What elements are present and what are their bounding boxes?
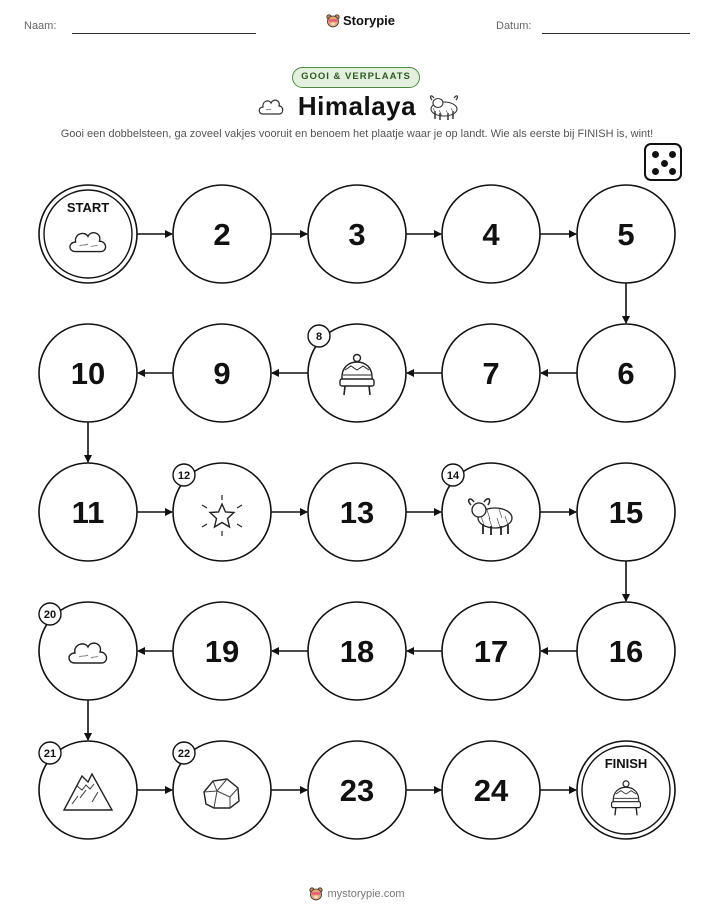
board-space xyxy=(173,185,271,283)
space-number: 22 xyxy=(177,748,191,760)
space-number: 24 xyxy=(473,773,509,808)
space-number-badge xyxy=(173,742,195,764)
name-label: Naam: xyxy=(24,20,57,32)
space-number: 2 xyxy=(213,217,231,252)
space-number: 16 xyxy=(608,634,644,669)
board-space xyxy=(308,602,406,700)
board-space xyxy=(577,324,675,422)
space-number: 18 xyxy=(339,634,375,669)
space-number: 20 xyxy=(43,609,57,621)
space-number: 19 xyxy=(204,634,240,669)
space-number-badge xyxy=(442,464,464,486)
space-number: 11 xyxy=(71,495,105,530)
space-number: 4 xyxy=(482,217,500,252)
space-number: 9 xyxy=(213,356,231,391)
game-type-badge: GOOI & VERPLAATS xyxy=(292,67,420,88)
start-label: START xyxy=(66,200,110,215)
space-number: 23 xyxy=(339,773,375,808)
space-number: 21 xyxy=(43,748,57,760)
board-space xyxy=(173,741,271,839)
footer xyxy=(0,887,714,901)
board-space xyxy=(39,741,137,839)
space-number-badge xyxy=(39,742,61,764)
board-space xyxy=(308,185,406,283)
space-number: 17 xyxy=(473,634,509,669)
board-space xyxy=(577,602,675,700)
space-number-badge xyxy=(173,464,195,486)
finish-label: FINISH xyxy=(604,756,648,771)
board-space xyxy=(173,463,271,561)
board-space xyxy=(442,185,540,283)
space-number: 15 xyxy=(608,495,644,530)
start-space xyxy=(39,185,137,283)
space-number: 13 xyxy=(339,495,375,530)
board-space xyxy=(308,463,406,561)
board-space xyxy=(442,463,540,561)
board-space xyxy=(577,185,675,283)
space-number: 8 xyxy=(315,331,323,343)
space-number: 12 xyxy=(177,470,191,482)
space-number: 14 xyxy=(446,470,460,482)
board-space xyxy=(442,602,540,700)
finish-space xyxy=(577,741,675,839)
board-space xyxy=(39,463,137,561)
board-space xyxy=(577,463,675,561)
space-number: 3 xyxy=(348,217,366,252)
bear-logo-icon xyxy=(309,887,323,901)
space-number: 10 xyxy=(70,356,106,391)
board-space xyxy=(173,324,271,422)
space-number: 5 xyxy=(617,217,635,252)
board-space xyxy=(308,324,406,422)
space-number: 6 xyxy=(617,356,635,391)
board-space xyxy=(442,741,540,839)
footer-url: mystorypie.com xyxy=(327,888,405,900)
instructions: Gooi een dobbelsteen, ga zoveel vakjes vooruit en benoem het plaatje waar je op landt. Wie als eerste bij FINISH is, wint! xyxy=(60,128,654,140)
brand-name: Storypie xyxy=(343,13,396,28)
space-number-badge xyxy=(39,603,61,625)
space-number-badge xyxy=(308,325,330,347)
board-space xyxy=(173,602,271,700)
space-number: 7 xyxy=(482,356,500,391)
page-title: Himalaya xyxy=(297,91,417,121)
date-label: Datum: xyxy=(496,20,532,32)
board-space xyxy=(308,741,406,839)
board-space xyxy=(442,324,540,422)
board-space xyxy=(39,324,137,422)
board-space xyxy=(39,602,137,700)
